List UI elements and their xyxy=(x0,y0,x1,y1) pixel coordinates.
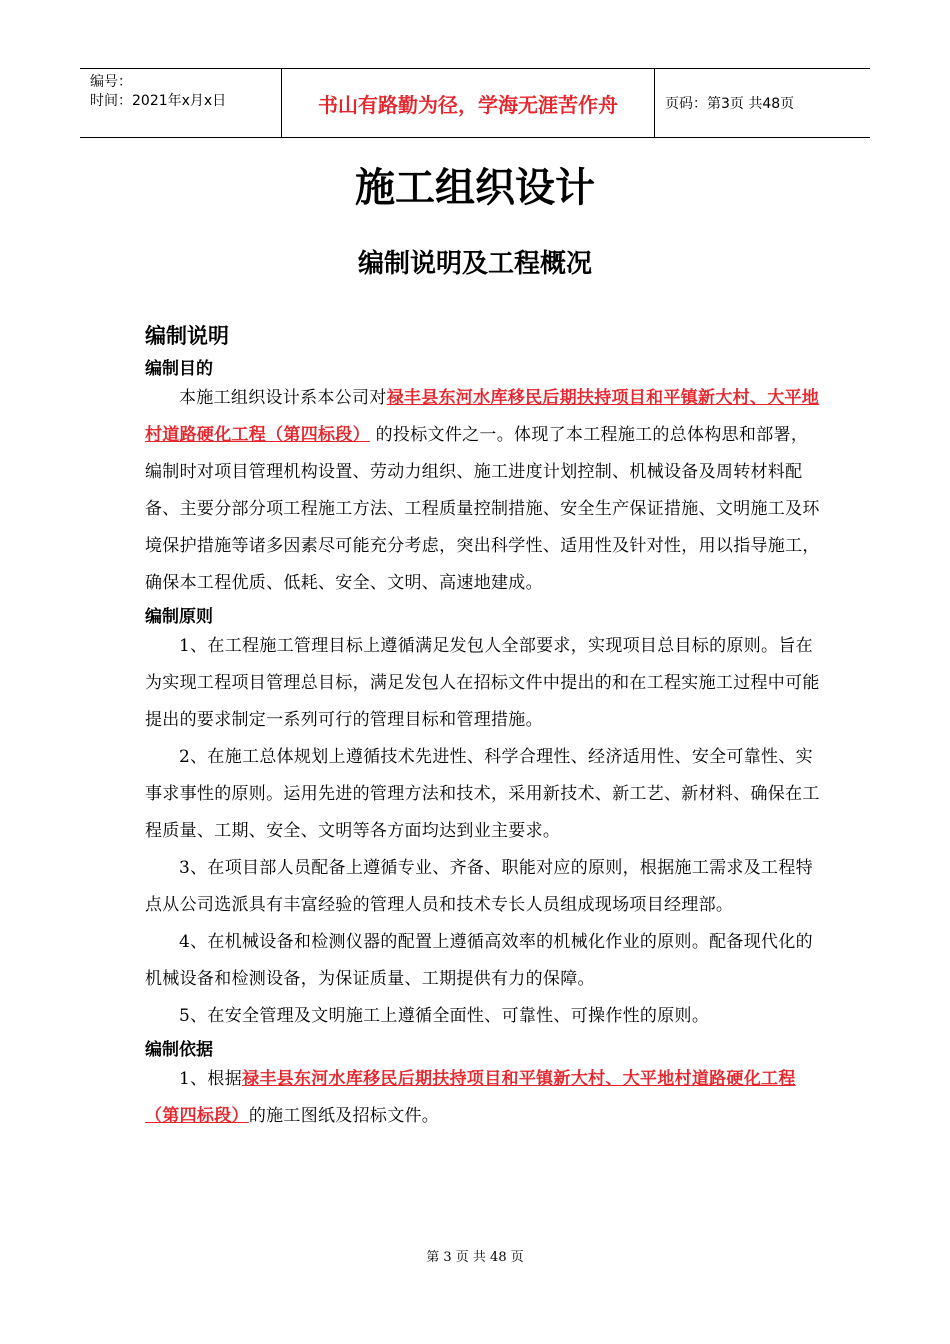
document-title: 施工组织设计 xyxy=(355,165,595,211)
header-motto: 书山有路勤为径，学海无涯苦作舟 xyxy=(282,69,655,137)
purpose-text-after: 的投标文件之一。体现了本工程施工的总体构思和部署，编制时对项目管理机构设置、劳动力组织、施工进度计划控制、机械设备及周转材料配备、主要分部分项工程施工方法、工程质量控制措施、安全生产保证措施、文明施工及环境保护措施等诸多因素尽可能充分考虑，突出科学性、适用性及针对性，用以指导施工，确保本工程优质、低耗、安全、文明、高速地建成。 xyxy=(145,425,820,593)
header-page-info: 页码：第3页 共48页 xyxy=(665,96,795,112)
page-footer: 第 3 页 共 48 页 xyxy=(426,1250,524,1265)
section-heading: 编制说明 xyxy=(145,324,229,348)
basis-text-before: 1、根据 xyxy=(179,1069,243,1089)
principle-item: 5、在安全管理及文明施工上遵循全面性、可靠性、可操作性的原则。 xyxy=(179,1006,710,1026)
header-left-cell xyxy=(80,69,282,137)
purpose-paragraph xyxy=(145,380,825,602)
document-subtitle: 编制说明及工程概况 xyxy=(357,249,592,279)
purpose-heading: 编制目的 xyxy=(145,359,213,379)
id-label: 编号： xyxy=(90,74,132,90)
document-body xyxy=(145,318,825,1135)
basis-text-after: 的施工图纸及招标文件。 xyxy=(248,1106,440,1126)
purpose-text-before: 本施工组织设计系本公司对 xyxy=(179,388,387,408)
principle-item: 3、在项目部人员配备上遵循专业、齐备、职能对应的原则，根据施工需求及工程特点从公司选派具有丰富经验的管理人员和技术专长人员组成现场项目经理部。 xyxy=(145,858,813,915)
principles-heading: 编制原则 xyxy=(145,607,213,627)
time-label: 时间：2021年x月x日 xyxy=(90,93,227,109)
principle-item: 1、在工程施工管理目标上遵循满足发包人全部要求，实现项目总目标的原则。旨在为实现工程项目管理总目标，满足发包人在招标文件中提出的和在工程实施工过程中可能提出的要求制定一系列可行的管理目标和管理措施。 xyxy=(145,636,820,730)
principle-item: 4、在机械设备和检测仪器的配置上遵循高效率的机械化作业的原则。配备现代化的机械设备和检测设备，为保证质量、工期提供有力的保障。 xyxy=(145,932,813,989)
purpose-project-name: 禄丰县东河水库移民后期扶持项目和平镇新大村、大平地村道路硬化工程（第四标段） xyxy=(145,388,820,445)
header-table xyxy=(80,68,870,138)
basis-paragraph xyxy=(145,1061,825,1135)
basis-project-name: 禄丰县东河水库移民后期扶持项目和平镇新大村、大平地村道路硬化工程（第四标段） xyxy=(145,1069,796,1126)
principle-item: 2、在施工总体规划上遵循技术先进性、科学合理性、经济适用性、安全可靠性、实事求事性的原则。运用先进的管理方法和技术，采用新技术、新工艺、新材料、确保在工程质量、工期、安全、文明等各方面均达到业主要求。 xyxy=(145,747,820,841)
basis-heading: 编制依据 xyxy=(145,1040,213,1060)
